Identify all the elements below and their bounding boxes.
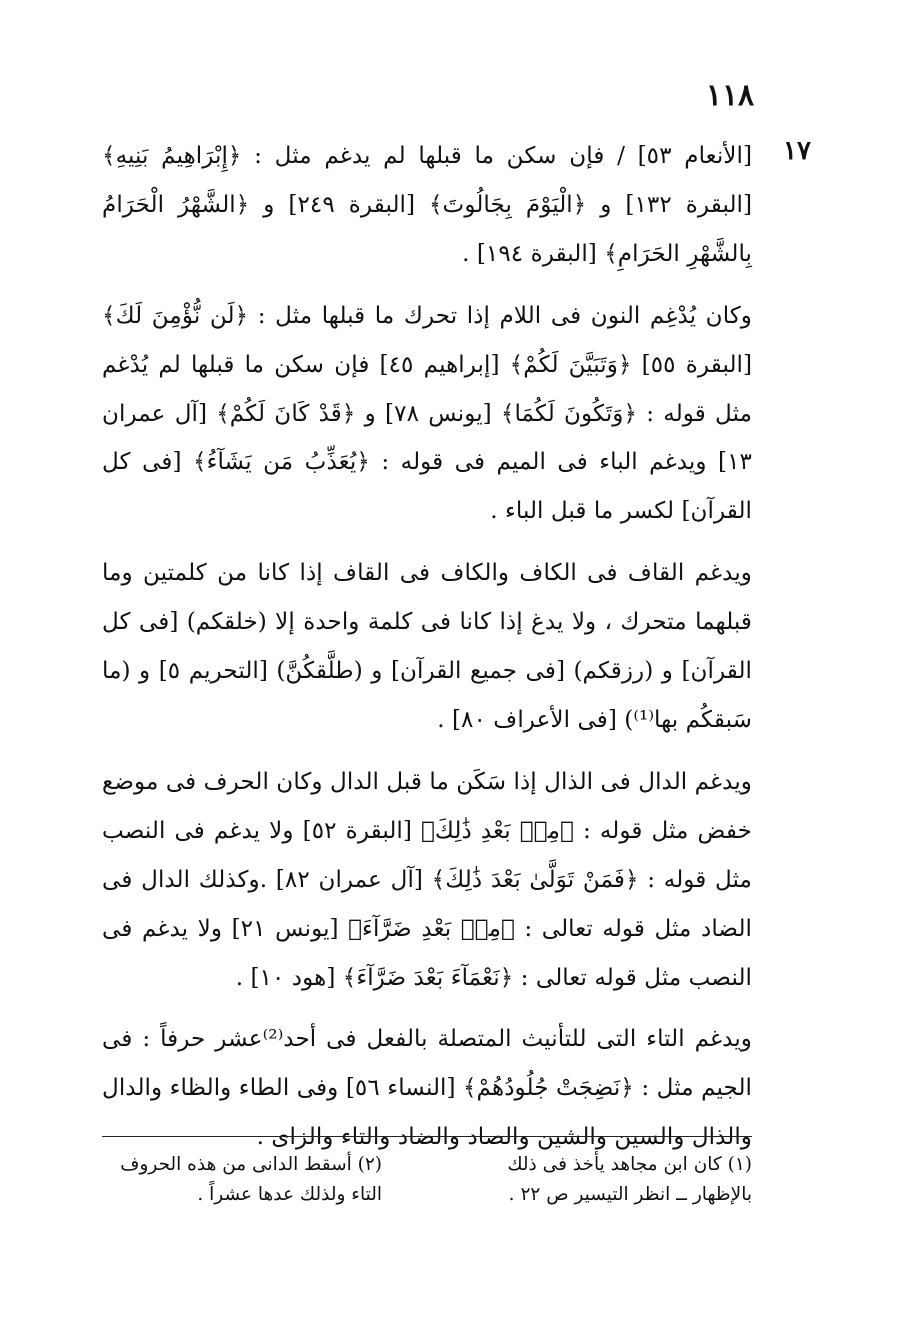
paragraph: ويدغم القاف فى الكاف والكاف فى القاف إذا كانا من كلمتين وما قبلهما متحرك ، ولا يدغ إذا كانا فى كلمة واحدة إلا (خلقكم) [فى كل القرآن] و (رزقكم) [فى جميع القرآن] و (طلَّقكُنَّ) [التحريم ٥] و (ما سَبقكُم بها⁽¹⁾) [فى الأعراف ٨٠] . xyxy=(102,559,752,733)
paragraph: وكان يُدْغِم النون فى اللام إذا تحرك ما قبلها مثل : ﴿لَن نُّؤْمِنَ لَكَ﴾ [البقرة ٥٥] ﴿وَتَبَيَّنَ لَكُمْ﴾ [إبراهيم ٤٥] فإن سكن ما قبلها لم يُدْغم مثل قوله : ﴿وَتَكُونَ لَكُمَا﴾ [يونس ٧٨] و ﴿قَدْ كَانَ لَكُمْ﴾ [آل عمران ١٣] ويدغم الباء فى الميم فى قوله : ﴿يُعَذِّبُ مَن يَشَآءُ﴾ [فى كل القرآن] لكسر ما قبل الباء . xyxy=(102,301,753,525)
footnote-line: (١) كان ابن مجاهد يأخذ فى ذلك xyxy=(507,1154,752,1175)
footnote-line: (٢) أسقط الدانى من هذه الحروف xyxy=(120,1154,382,1175)
footnote-divider xyxy=(102,1136,752,1137)
footnote-2 xyxy=(102,1150,382,1210)
margin-reference: ١٧ xyxy=(783,136,811,166)
main-text xyxy=(102,132,752,1162)
footnote-line: بالإظهار ــ انظر التيسير ص ٢٢ . xyxy=(508,1184,752,1205)
footnote-line: التاء ولذلك عدها عشراً . xyxy=(197,1184,382,1205)
paragraph: ويدغم الدال فى الذال إذا سَكَن ما قبل الدال وكان الحرف فى موضع خفض مثل قوله : ﴿مِنۢ بَعْدِ ذَٰلِكَ﴾ [البقرة ٥٢] ولا يدغم فى النصب مثل قوله : ﴿فَمَنْ تَوَلَّىٰ بَعْدَ ذَٰلِكَ﴾ [آل عمران ٨٢] .وكذلك الدال فى الضاد مثل قوله تعالى : ﴿مِنۢ بَعْدِ ضَرَّآءَ﴾ [يونس ٢١] ولا يدغم فى النصب مثل قوله تعالى : ﴿نَعْمَآءَ بَعْدَ ضَرَّآءَ﴾ [هود ١٠] . xyxy=(102,767,752,991)
paragraph: ويدغم التاء التى للتأنيث المتصلة بالفعل فى أحد⁽²⁾عشر حرفاً : فى الجيم مثل : ﴿نَضِجَتْ جُلُودُهُمْ﴾ [النساء ٥٦] وفى الطاء والظاء والدال والذال والسين والشين والصاد والضاد والتاء والزاى . xyxy=(102,1025,752,1151)
footnotes xyxy=(102,1150,752,1240)
footnote-1 xyxy=(384,1150,752,1210)
page-number: ١١٨ xyxy=(705,78,755,113)
paragraph: [الأنعام ٥٣] / فإن سكن ما قبلها لم يدغم مثل : ﴿إِبْرَاهِيمُ بَنِيهِ﴾ [البقرة ١٣٢] و ﴿الْيَوْمَ بِجَالُوتَ﴾ [البقرة ٢٤٩] و ﴿الشَّهْرُ الْحَرَامُ بِالشَّهْرِ الحَرَامِ﴾ [البقرة ١٩٤] . xyxy=(102,142,753,267)
